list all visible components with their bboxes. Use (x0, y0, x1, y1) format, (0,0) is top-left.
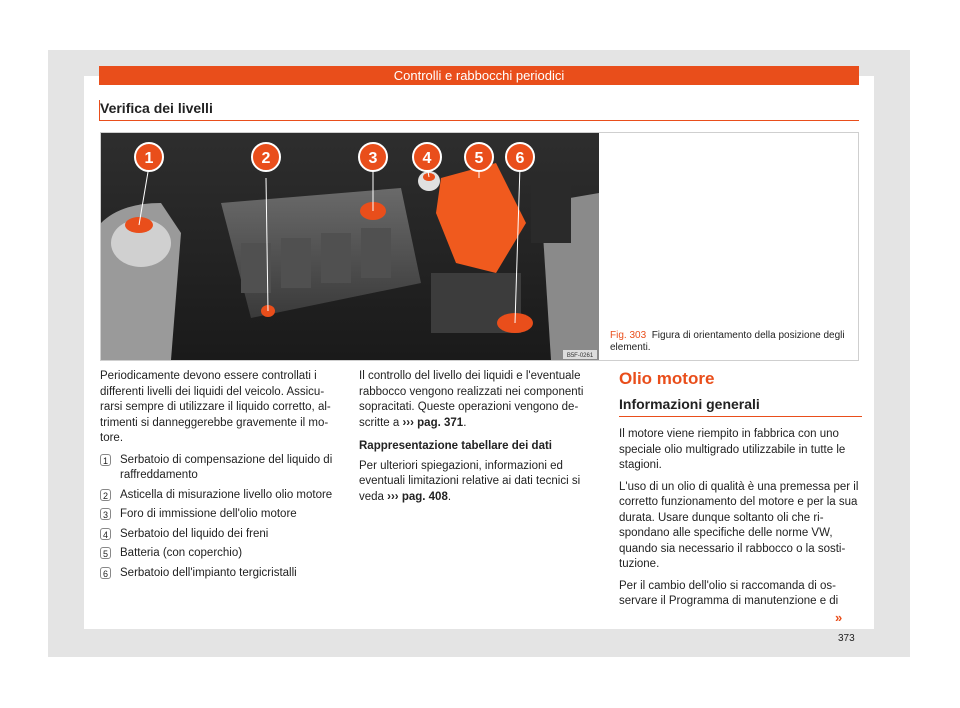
heading-engine-oil: Olio motore (619, 369, 715, 388)
item-number-badge: 1 (100, 454, 111, 466)
oil-paragraph-1: Il motore viene riempito in fabbrica con uno speciale olio multigrado utilizzabile in tutte le stagioni. (619, 428, 846, 471)
list-item (100, 527, 343, 543)
item-text: Serbatoio del liquido dei freni (120, 527, 269, 540)
svg-text:1: 1 (144, 150, 154, 167)
figure-code: B5F-0261 (566, 353, 594, 359)
callout-5 (465, 143, 493, 171)
engine-bay-svg (101, 133, 599, 360)
column-3 (619, 369, 862, 616)
item-number-badge: 5 (100, 547, 111, 559)
callout-6 (506, 143, 534, 171)
svg-text:2: 2 (261, 150, 271, 167)
item-text: Serbatoio dell'impianto tergicristalli (120, 566, 297, 579)
item-text: Serbatoio di compensazione del liquido di raffreddamento (120, 453, 333, 481)
item-number-badge: 6 (100, 567, 111, 579)
callout-1 (135, 143, 163, 171)
page-number: 373 (838, 633, 855, 644)
chapter-header: Controlli e rabbocchi periodici (99, 66, 859, 85)
list-item (100, 507, 343, 523)
page-ref-link[interactable]: ››› pag. 371 (402, 416, 464, 429)
component-list (100, 453, 343, 582)
svg-text:5: 5 (474, 150, 484, 167)
column-1 (100, 369, 343, 585)
oil-paragraph-2: L'uso di un olio di qualità è una premessa per il corretto funzionamento del motore e per la sua durata. Usare dunque soltanto oli che ri-spondano alle specifiche delle norme VW, quando sia necessario il rabbocco o la sosti-tuzione. (619, 480, 859, 570)
subheading-data-table: Rappresentazione tabellare dei dati (359, 440, 553, 452)
list-item (100, 488, 343, 504)
callout-3 (359, 143, 387, 171)
svg-text:3: 3 (368, 150, 378, 167)
list-item (100, 546, 343, 562)
item-number-badge: 4 (100, 528, 111, 540)
intro-paragraph: Periodicamente devono essere controllati i differenti livelli dei liquidi del veicolo. Assicu-rarsi sempre di utilizzare il liquido corretto, al-trimenti si danneggerebbe gravemente il mo-tore. (100, 370, 331, 444)
subheading-rule (619, 416, 862, 417)
item-text: Batteria (con coperchio) (120, 547, 243, 559)
figure-number: Fig. 303 (610, 330, 647, 341)
engine-bay-illustration (101, 133, 599, 360)
item-number-badge: 2 (100, 489, 111, 501)
column-2 (359, 369, 602, 511)
item-number-badge: 3 (100, 508, 111, 520)
figure-caption (610, 330, 850, 354)
list-item (100, 453, 343, 484)
levels-paragraph: Il controllo del livello dei liquidi e l'eventuale rabbocco vengono realizzati nei componenti sopracitati. Queste operazioni vengono de-scritte a ››› pag. 371. (359, 370, 584, 429)
list-item (100, 566, 343, 582)
callout-4 (413, 143, 441, 171)
figure-caption-text: Figura di orientamento della posizione degli elementi. (610, 330, 845, 353)
callout-2 (252, 143, 280, 171)
item-text: Asticella di misurazione livello olio motore (120, 488, 333, 501)
svg-text:4: 4 (422, 150, 432, 167)
section-title: Verifica dei livelli (100, 100, 213, 116)
continue-mark: » (835, 610, 843, 625)
page-ref-link[interactable]: ››› pag. 408 (387, 490, 448, 503)
data-paragraph: Per ulteriori spiegazioni, informazioni ed eventuali limitazioni relative ai dati tecnici si veda ››› pag. 408. (359, 459, 581, 503)
oil-paragraph-3: Per il cambio dell'olio si raccomanda di os-servare il Programma di manutenzione e di (619, 579, 839, 607)
svg-text:6: 6 (515, 150, 525, 167)
item-text: Foro di immissione dell'olio motore (120, 508, 297, 520)
title-rule (99, 120, 859, 121)
subheading-general-info: Informazioni generali (619, 395, 760, 412)
